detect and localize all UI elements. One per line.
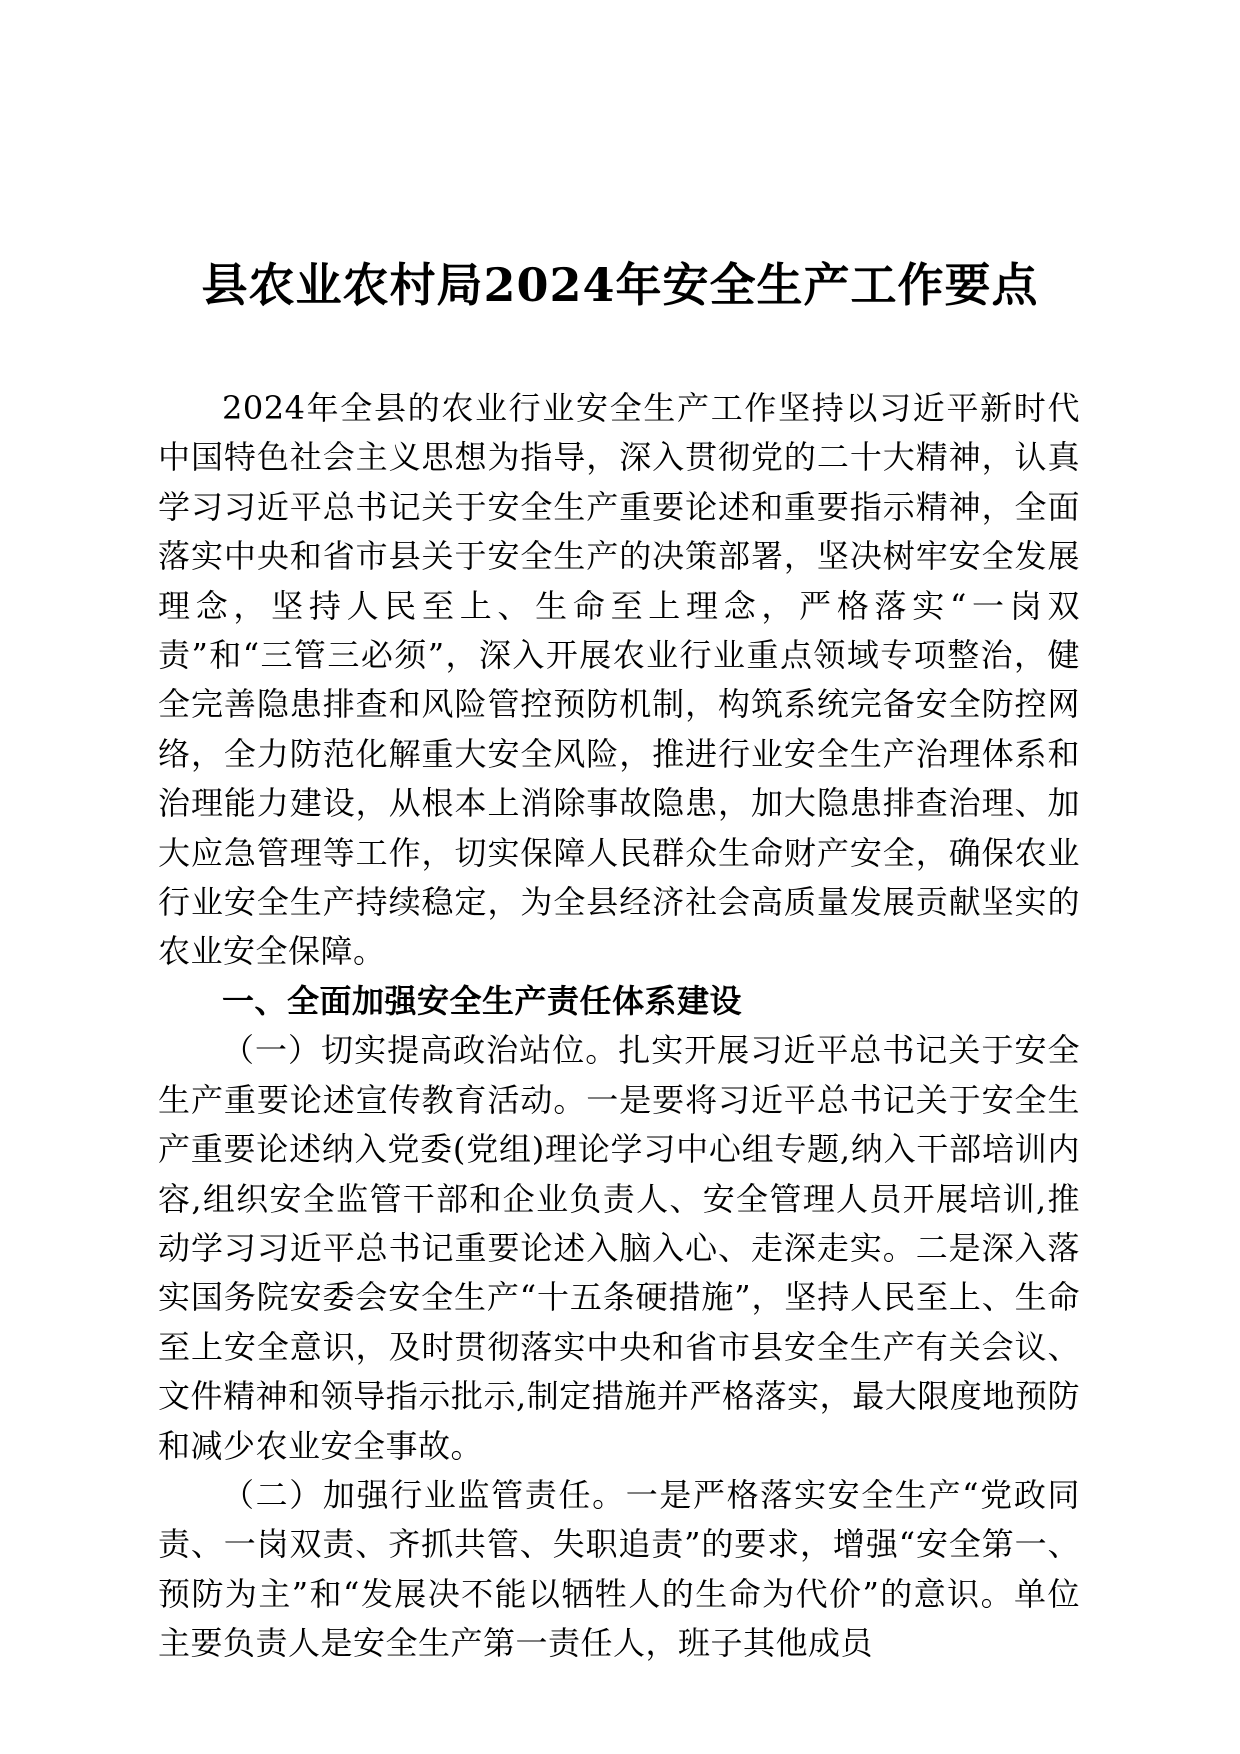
subsection-text-1: 扎实开展习近平总书记关于安全生产重要论述宣传教育活动。一是要将习近平总书记关于安全生产重要论述纳入党委(党组)理论学习中心组专题,纳入干部培训内容,组织安全监管干部和企业负责人、安全管理人员开展培训,推动学习习近平总书记重要论述入脑入心、走深走实。二是深入落实国务院安委会安全生产“十五条硬措施”，坚持人民至上、生命至上安全意识，及时贯彻落实中央和省市县安全生产有关会议、文件精神和领导指示批示,制定措施并严格落实，最大限度地预防和减少农业安全事故。 xyxy=(158,1031,1080,1465)
document-title: 县农业农村局2024年安全生产工作要点 xyxy=(201,258,1039,312)
subsection-lead-1: （一）切实提高政治站位。 xyxy=(222,1031,619,1070)
intro-paragraph: 2024年全县的农业行业安全生产工作坚持以习近平新时代中国特色社会主义思想为指导，深入贯彻党的二十大精神，认真学习习近平总书记关于安全生产重要论述和重要指示精神，全面落实中央和省市县关于安全生产的决策部署，坚决树牢安全发展理念，坚持人民至上、生命至上理念，严格落实“一岗双责”和“三管三必须”，深入开展农业行业重点领域专项整治，健全完善隐患排查和风险管控预防机制，构筑系统完备安全防控网络，全力防范化解重大安全风险，推进行业安全生产治理体系和治理能力建设，从根本上消除事故隐患，加大隐患排查治理、加大应急管理等工作，切实保障人民群众生命财产安全，确保农业行业安全生产持续稳定，为全县经济社会高质量发展贡献坚实的农业安全保障。 xyxy=(158,389,1080,971)
section-heading-1: 一、全面加强安全生产责任体系建设 xyxy=(222,981,743,1020)
document-body xyxy=(158,384,1080,1669)
subsection-paragraph-1 xyxy=(158,1026,1080,1471)
subsection-text-2: 一是严格落实安全生产“党政同责、一岗双责、齐抓共管、失职追责”的要求，增强“安全第一、预防为主”和“发展决不能以牺牲人的生命为代价”的意识。单位主要负责人是安全生产第一责任人，班子其他成员 xyxy=(158,1475,1080,1663)
subsection-lead-2: （二）加强行业监管责任。 xyxy=(222,1475,626,1514)
subsection-paragraph-2 xyxy=(158,1471,1080,1669)
